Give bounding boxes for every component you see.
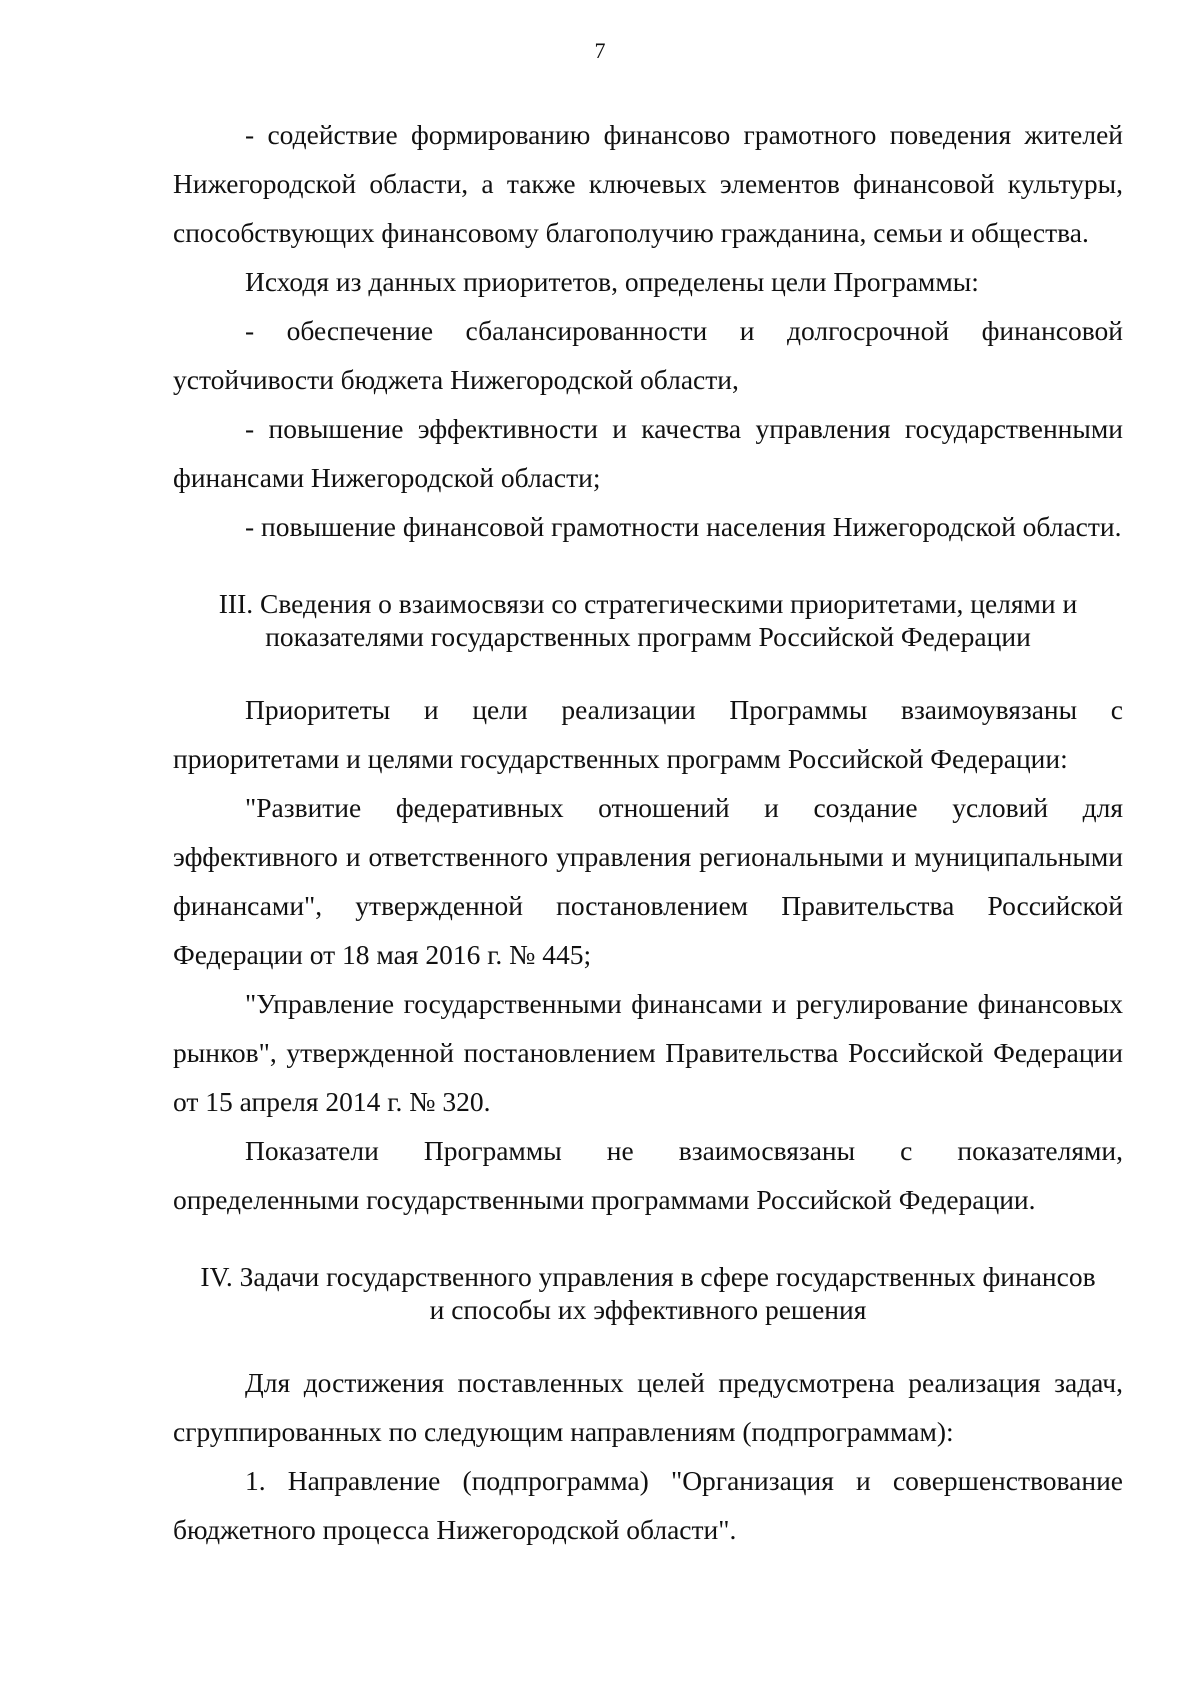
paragraph-subprogram-1: 1. Направление (подпрограмма) "Организация и совершенствование бюджетного процесса Нижегородской области". bbox=[173, 1465, 1123, 1545]
paragraph-indicators-not-linked: Показатели Программы не взаимосвязаны с показателями, определенными государственными программами Российской Федерации. bbox=[173, 1135, 1123, 1215]
paragraph-priorities-linked: Приоритеты и цели реализации Программы взаимоувязаны с приоритетами и целями государственных программ Российской Федерации: bbox=[173, 694, 1123, 774]
paragraph-goal-balance: - обеспечение сбалансированности и долгосрочной финансовой устойчивости бюджета Нижегородской области, bbox=[173, 315, 1123, 395]
paragraph-program-public-finance: "Управление государственными финансами и регулирование финансовых рынков", утвержденной постановлением Правительства Российской Федерации от 15 апреля 2014 г. № 320. bbox=[173, 988, 1123, 1117]
section-heading-4-line2: и способы их эффективного решения bbox=[429, 1294, 867, 1325]
section-heading-4 bbox=[173, 1260, 1123, 1326]
paragraph-goals-intro: Исходя из данных приоритетов, определены цели Программы: bbox=[245, 266, 979, 297]
paragraph-program-federal-relations: "Развитие федеративных отношений и создание условий для эффективного и ответственного управления региональными и муниципальными финансами", утвержденной постановлением Правительства Российской Федерации от 18 мая 2016 г. № 445; bbox=[173, 792, 1123, 970]
section-heading-3-line2: показателями государственных программ Российской Федерации bbox=[265, 621, 1031, 652]
paragraph-tasks-intro: Для достижения поставленных целей предусмотрена реализация задач, сгруппированных по следующим направлениям (подпрограммам): bbox=[173, 1367, 1123, 1447]
paragraph-goal-efficiency: - повышение эффективности и качества управления государственными финансами Нижегородской области; bbox=[173, 413, 1123, 493]
section-heading-3-line1: III. Сведения о взаимосвязи со стратегическими приоритетами, целями и bbox=[218, 588, 1078, 619]
paragraph-financial-literacy-behavior: - содействие формированию финансово грамотного поведения жителей Нижегородской области, а также ключевых элементов финансовой культуры, способствующих финансовому благополучию гражданина, семьи и общества. bbox=[173, 119, 1123, 248]
section-heading-4-line1: IV. Задачи государственного управления в сфере государственных финансов bbox=[200, 1261, 1096, 1292]
document-body bbox=[173, 110, 1123, 1554]
paragraph-goal-literacy: - повышение финансовой грамотности населения Нижегородской области. bbox=[245, 511, 1122, 542]
page-number: 7 bbox=[594, 38, 606, 63]
section-heading-3 bbox=[173, 587, 1123, 653]
